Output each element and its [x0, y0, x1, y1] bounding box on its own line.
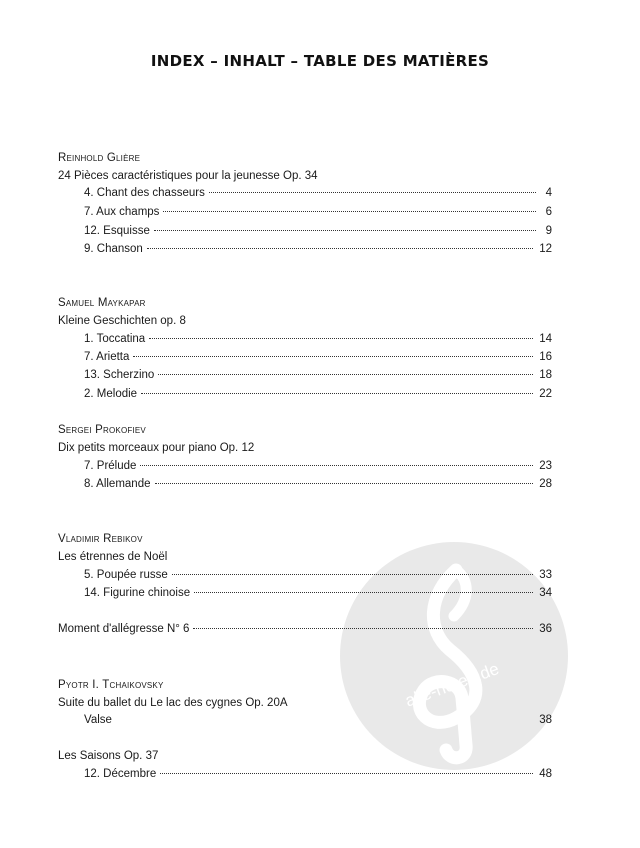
page-number: 33 [539, 569, 552, 581]
entry-label: 9. Chanson [84, 243, 143, 255]
dot-leader [116, 719, 533, 720]
dot-leader [209, 192, 536, 193]
work-title: Les Saisons Op. 37 [58, 750, 159, 762]
dot-leader [149, 338, 533, 339]
page-number: 22 [539, 388, 552, 400]
composer-name: Pyotr I. Tchaikovsky [58, 679, 164, 691]
dot-leader [172, 574, 533, 575]
toc-entry[interactable] [84, 569, 552, 585]
toc-entry[interactable] [84, 460, 552, 476]
toc-entry[interactable] [84, 243, 552, 259]
page-number: 18 [539, 369, 552, 381]
dot-leader [158, 374, 533, 375]
work-title: Dix petits morceaux pour piano Op. 12 [58, 442, 255, 454]
dot-leader [163, 211, 536, 212]
entry-label: 1. Toccatina [84, 333, 146, 345]
entry-label: 7. Aux champs [84, 206, 160, 218]
work-title: Kleine Geschichten op. 8 [58, 315, 186, 327]
composer-name: Vladimir Rebikov [58, 533, 143, 545]
composer-name: Sergei Prokofiev [58, 424, 146, 436]
entry-label: 12. Décembre [84, 768, 157, 780]
page-number: 14 [539, 333, 552, 345]
page-number: 36 [539, 623, 552, 635]
entry-label: Valse [84, 714, 112, 726]
toc-entry[interactable] [84, 768, 552, 784]
toc-entry[interactable] [84, 369, 552, 385]
toc-entry[interactable] [58, 623, 552, 639]
dot-leader [140, 465, 533, 466]
dot-leader [193, 628, 533, 629]
toc-entry[interactable] [84, 587, 552, 603]
page-number: 16 [539, 351, 552, 363]
dot-leader [154, 230, 536, 231]
page-number: 28 [539, 478, 552, 490]
toc-entry[interactable] [84, 714, 552, 730]
page-number: 34 [539, 587, 552, 599]
entry-label: 7. Prélude [84, 460, 137, 472]
entry-label: 14. Figurine chinoise [84, 587, 191, 599]
entry-label: 12. Esquisse [84, 225, 150, 237]
dot-leader [133, 356, 533, 357]
composer-name: Samuel Maykapar [58, 297, 146, 309]
watermark-text: alle-noten.de [402, 659, 502, 711]
work-title: 24 Pièces caractéristiques pour la jeunesse Op. 34 [58, 170, 318, 182]
page-number: 4 [545, 187, 552, 199]
toc-entry[interactable] [84, 478, 552, 494]
page-number: 23 [539, 460, 552, 472]
toc-entry[interactable] [84, 333, 552, 349]
dot-leader [160, 773, 533, 774]
entry-label: 2. Melodie [84, 388, 138, 400]
entry-label: 7. Arietta [84, 351, 130, 363]
toc-entry[interactable] [84, 225, 552, 241]
page-number: 6 [545, 206, 552, 218]
dot-leader [147, 248, 533, 249]
page-number: 9 [545, 225, 552, 237]
page-number: 48 [539, 768, 552, 780]
page-number: 12 [539, 243, 552, 255]
entry-label: 4. Chant des chasseurs [84, 187, 205, 199]
composer-name: Reinhold Glière [58, 152, 141, 164]
page-title: INDEX – INHALT – TABLE DES MATIÈRES [150, 52, 490, 70]
dot-leader [141, 393, 533, 394]
work-title: Les étrennes de Noël [58, 551, 168, 563]
dot-leader [194, 592, 533, 593]
toc-entry[interactable] [84, 351, 552, 367]
work-title: Suite du ballet du Le lac des cygnes Op. 20A [58, 697, 288, 709]
entry-label: 13. Scherzino [84, 369, 155, 381]
toc-entry[interactable] [84, 206, 552, 222]
entry-label: 5. Poupée russe [84, 569, 168, 581]
toc-entry[interactable] [84, 388, 552, 404]
dot-leader [155, 483, 534, 484]
entry-label: 8. Allemande [84, 478, 151, 490]
toc-entry[interactable] [84, 187, 552, 203]
entry-label: Moment d'allégresse N° 6 [58, 623, 190, 635]
page-number: 38 [539, 714, 552, 726]
